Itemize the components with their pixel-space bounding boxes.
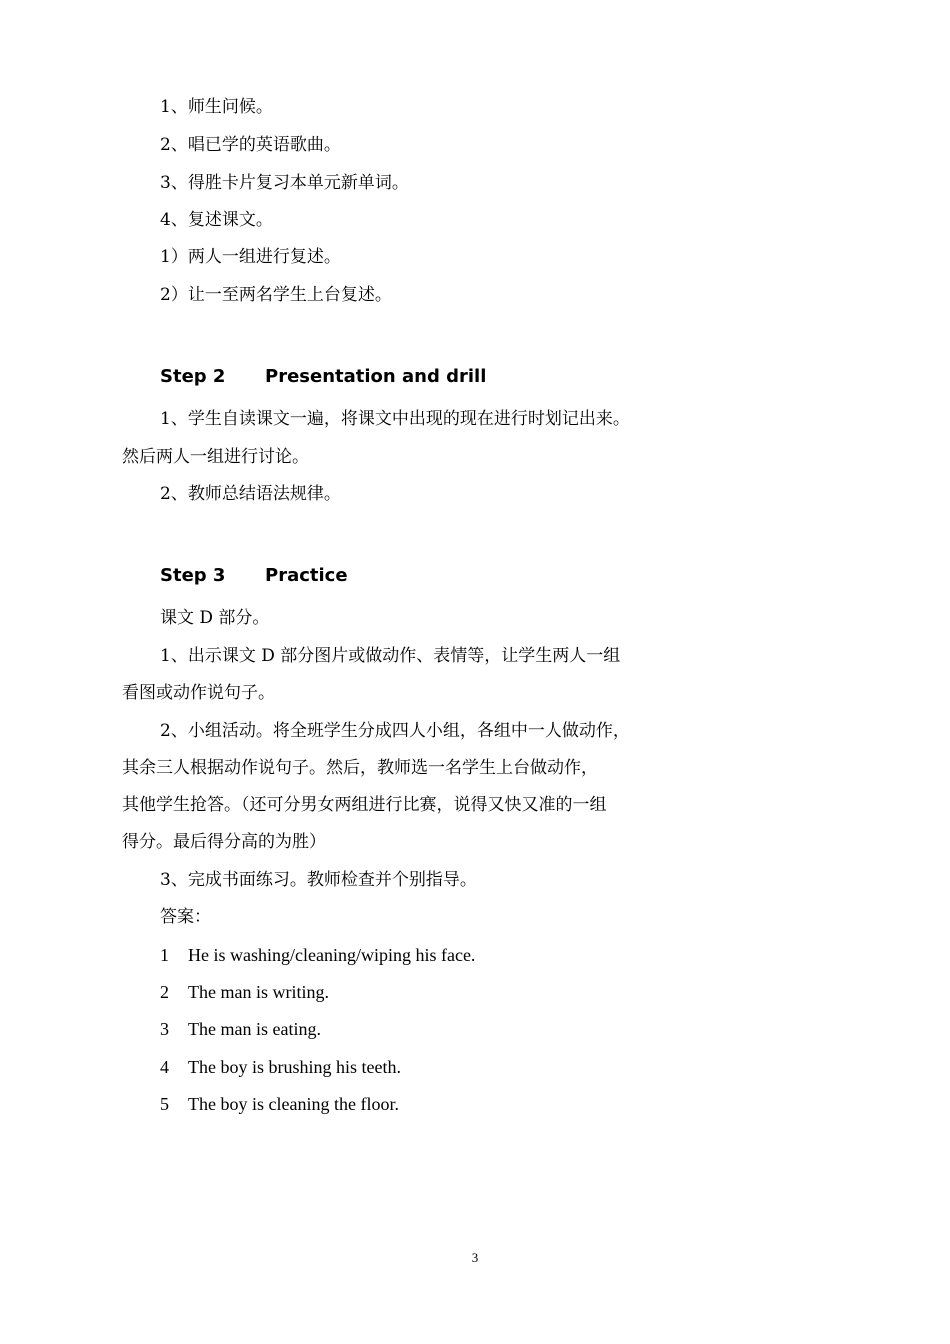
step1-subitem-1: 1）两人一组进行复述。 [160,247,341,267]
answer-text: The boy is brushing his teeth. [188,1057,401,1077]
step2-paragraph-1-line-2: 然后两人一组进行讨论。 [122,447,309,467]
page-number: 3 [471,1250,479,1265]
answer-number: 4 [160,1057,169,1077]
step1-subitem-2: 2）让一至两名学生上台复述。 [160,285,392,305]
answer-item [160,1093,399,1115]
answer-text: The man is eating. [188,1019,321,1039]
step2-paragraph-2: 2、教师总结语法规律。 [160,484,341,504]
step3-paragraph-2-line-3: 其他学生抢答。（还可分男女两组进行比赛，说得又快又准的一组 [122,795,607,815]
answer-item [160,981,329,1003]
step3-heading [160,565,348,587]
answer-item [160,1018,321,1040]
step1-item-4: 4、复述课文。 [160,210,273,230]
answers-label: 答案： [160,907,211,927]
step2-label: Step 2 [160,366,226,387]
answer-item [160,1056,401,1078]
answer-number: 5 [160,1094,169,1114]
step1-item-1: 1、师生问候。 [160,97,273,117]
step1-item-3: 3、得胜卡片复习本单元新单词。 [160,173,409,193]
answer-text: He is washing/cleaning/wiping his face. [188,945,476,965]
step3-paragraph-1-line-2: 看图或动作说句子。 [122,683,275,703]
answer-text: The boy is cleaning the floor. [188,1094,399,1114]
answer-text: The man is writing. [188,982,329,1002]
step2-heading [160,366,487,388]
step2-paragraph-1-line-1: 1、学生自读课文一遍，将课文中出现的现在进行时划记出来。 [160,409,630,429]
step3-paragraph-2-line-2: 其余三人根据动作说句子。然后，教师选一名学生上台做动作， [122,758,598,778]
step3-paragraph-1-line-1: 1、出示课文 D 部分图片或做动作、表情等，让学生两人一组 [160,646,621,666]
step3-label: Step 3 [160,565,226,586]
step1-item-2: 2、唱已学的英语歌曲。 [160,135,341,155]
step2-title: Presentation and drill [265,366,487,387]
step3-intro: 课文 D 部分。 [160,608,270,628]
step3-paragraph-2-line-1: 2、小组活动。将全班学生分成四人小组，各组中一人做动作， [160,721,630,741]
answer-number: 2 [160,982,169,1002]
step3-paragraph-2-line-4: 得分。最后得分高的为胜） [122,832,326,852]
answer-item [160,944,476,966]
answer-number: 3 [160,1019,169,1039]
answer-number: 1 [160,945,169,965]
step3-paragraph-3: 3、完成书面练习。教师检查并个别指导。 [160,870,477,890]
step3-title: Practice [265,565,348,586]
